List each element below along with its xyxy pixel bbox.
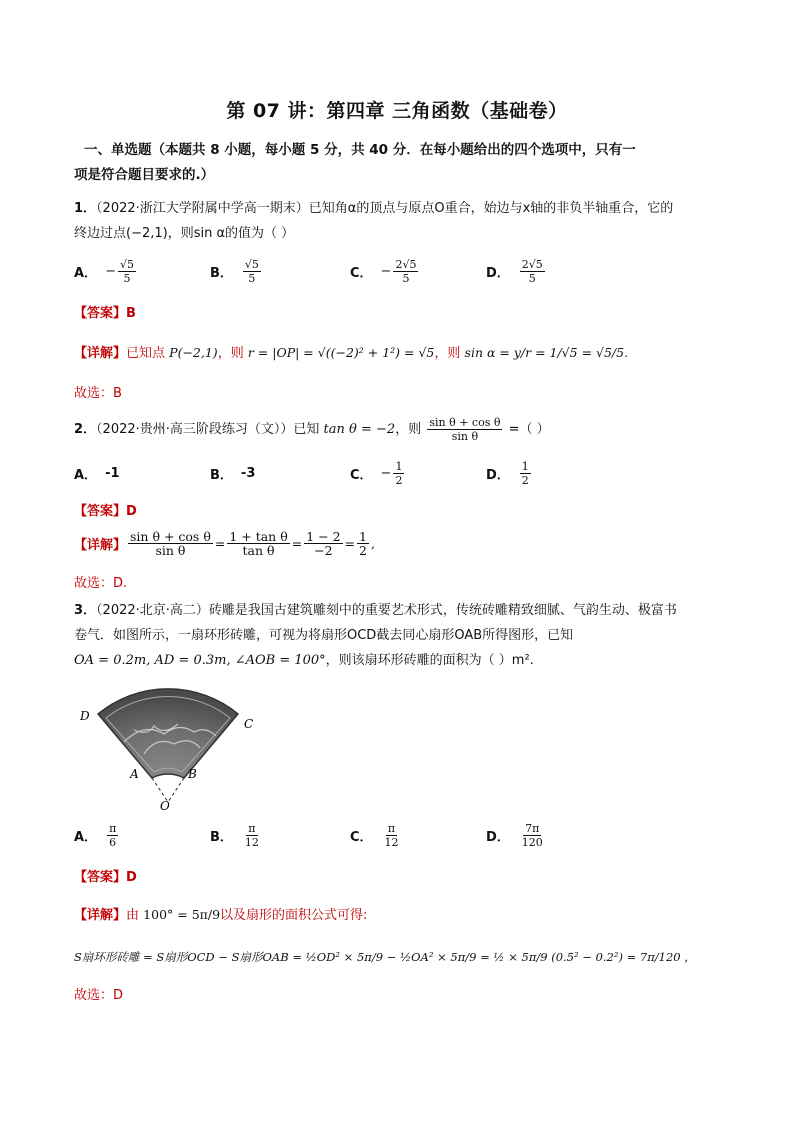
q2-option-c: C． − $\frac{1}{2}$ bbox=[350, 460, 403, 487]
question-1 bbox=[74, 196, 724, 246]
section-heading bbox=[74, 138, 724, 188]
question-3: 3．（2022·北京·高二）砖雕是我国古建筑雕刻中的重要艺术形式，传统砖雕精致细腻、气韵生动、极富书 卷气．如图所示，一扇环形砖雕，可视为将扇形OCD截去同心扇形OAB所得图形，已知 OA = 0.2m, AD = 0.3m, ∠AOB = 100°，则该扇环形砖雕的面积为（ ）m². bbox=[74, 603, 677, 668]
label-a: A bbox=[130, 767, 139, 781]
q1-options bbox=[74, 258, 734, 294]
q1-option-a: A． − $\frac{√5}{5}$ bbox=[74, 258, 134, 285]
q3-number: 3． bbox=[74, 603, 97, 618]
dashed-radius-ob bbox=[168, 778, 184, 802]
annular-sector-shape bbox=[98, 689, 238, 778]
q2-options bbox=[74, 460, 734, 496]
q3-options bbox=[74, 822, 734, 858]
q1-stem-line2: 终边过点(−2,1)，则sin α的值为（ ） bbox=[74, 226, 295, 241]
q1-detail: 【详解】已知点 P(−2,1)，则 r = |OP| = √((−2)² + 1²) = √5，则 sin α = y/r = 1/√5 = √5/5. bbox=[74, 345, 629, 361]
q2-option-d: D． $\frac{1}{2}$ bbox=[486, 460, 529, 487]
q3-option-d: D． $\frac{7\pi}{120}$ bbox=[486, 822, 543, 849]
section-heading-line2: 项是符合题目要求的.） bbox=[74, 167, 215, 183]
q2-fraction: $\frac{\text{sin θ + cos θ}}{\text{sin θ}}$ bbox=[429, 416, 501, 443]
q3-answer: 【答案】D bbox=[74, 870, 137, 885]
q1-number: 1． bbox=[74, 201, 97, 216]
section-heading-line1: 一、单选题（本题共 8 小题，每小题 5 分，共 40 分．在每小题给出的四个选项中，只有一 bbox=[84, 142, 636, 158]
q1-option-d: D． $\frac{2√5}{5}$ bbox=[486, 258, 543, 285]
q1-option-c: C． − $\frac{2√5}{5}$ bbox=[350, 258, 417, 285]
q3-option-c: C． $\frac{\pi}{12}$ bbox=[350, 822, 399, 849]
q1-answer: 【答案】B bbox=[74, 306, 136, 321]
label-c: C bbox=[244, 717, 254, 731]
q2-option-b: B． -3 bbox=[210, 466, 256, 483]
question-2: 2．（2022·贵州·高三阶段练习（文））已知 tan θ = −2，则 $\frac{\text{sin θ + cos θ}}{\text{sin θ}}$ =（ ） bbox=[74, 416, 550, 443]
label-b: B bbox=[188, 767, 197, 781]
q2-choice: 故选：D. bbox=[74, 576, 128, 591]
q2-answer: 【答案】D bbox=[74, 504, 137, 519]
page-title: 第 07 讲：第四章 三角函数（基础卷） bbox=[226, 100, 568, 122]
q1-option-b: B． $\frac{√5}{5}$ bbox=[210, 258, 259, 285]
q2-detail: 【详解】 $\frac{\text{sin θ + cos θ}}{\text{sin θ}}$ = $\frac{\text{1 + tan θ}}{\text{tan θ}}$ = $\frac{1 - 2}{-2}$ = $\frac{1}{2}$ , bbox=[74, 529, 375, 558]
brick-carving-figure bbox=[74, 682, 274, 812]
q3-detail: 【详解】由 100° = 5π/9以及扇形的面积公式可得: bbox=[74, 907, 368, 923]
q1-choice: 故选：B bbox=[74, 386, 122, 401]
q2-option-a: A． -1 bbox=[74, 466, 120, 483]
label-o: O bbox=[160, 799, 170, 812]
q3-formula: S扇环形砖雕 = S扇形OCD − S扇形OAB = ½OD² × 5π/9 − ½OA² × 5π/9 = ½ × 5π/9 (0.5² − 0.2²) = 7π/120 ， bbox=[74, 950, 696, 964]
label-d: D bbox=[80, 709, 90, 723]
q3-option-a: A． $\frac{\pi}{6}$ bbox=[74, 822, 117, 849]
q3-choice: 故选：D bbox=[74, 988, 124, 1003]
q1-stem-line1: （2022·浙江大学附属中学高一期末）已知角α的顶点与原点O重合，始边与x轴的非负半轴重合，它的 bbox=[96, 201, 674, 216]
q2-number: 2． bbox=[74, 422, 97, 437]
q3-option-b: B． $\frac{\pi}{12}$ bbox=[210, 822, 259, 849]
